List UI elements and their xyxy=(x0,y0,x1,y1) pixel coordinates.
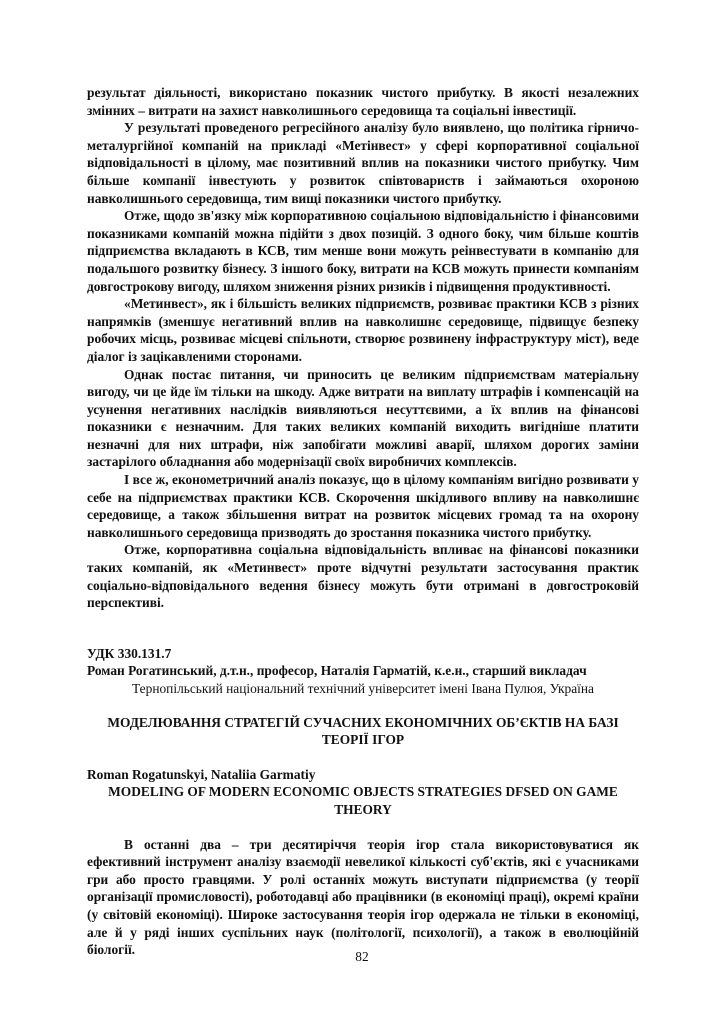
affiliation: Тернопільський національний технічний університет імені Івана Пулюя, Україна xyxy=(132,681,594,696)
paragraph-two-positions: Отже, щодо зв'язку між корпоративною соціальною відповідальністю і фінансовими показниками компаній можна підійти з двох позицій. З одного боку, чим більше коштів підприємства вкладають в КСВ, тим менше вони можуть реінвестувати в компанію для подальшого розвитку бізнесу. З іншого боку, витрати на КСВ можуть принести компаніям довгострокову вигоду, шляхом зниження різних ризиків і підвищення продуктивності. xyxy=(87,208,639,294)
paragraph-intro: В останні два – три десятиріччя теорія ігор стала використовуватися як ефективний інструмент аналізу взаємодії невеликої кількості суб'єктів, які є учасниками гри або просто гравцями. У ролі останніх можуть виступати підприємства (у теорії організації промисловості), роботодавці або працівники (в економіці праці), окремі країни (у світовій економіці). Широке застосування теорія ігор одержала не тільки в економіці, але й у ряді інших суспільних наук (політології, психології), а також в еволюційній біології. xyxy=(87,836,639,958)
authors-en: Roman Rogatunskyi, Nataliia Garmatiy xyxy=(87,766,316,782)
paragraph-question-benefit: Однак постає питання, чи приносить це великим підприємствам матеріальну вигоду, чи це йде їм тільки на шкоду. Адже витрати на виплату штрафів і компенсацій на усунення негативних наслідків виявляються несуттєвими, а їх вплив на фінансові показники є незначним. Для таких великих компаній виходить вигідніше платити незначні для них штрафи, ніж запобігати можливі аварії, шляхом дорогих заміни застарілого обладнання або модернізації своїх виробничих комплексів. xyxy=(87,366,639,470)
article-title-ua: МОДЕЛЮВАННЯ СТРАТЕГІЙ СУЧАСНИХ ЕКОНОМІЧНИХ ОБ’ЄКТІВ НА БАЗІ ТЕОРІЇ ІГОР xyxy=(107,714,619,748)
article-title-en: MODELING OF MODERN ECONOMIC OBJECTS STRATEGIES DFSED ON GAME THEORY xyxy=(108,784,618,817)
paragraph-metinvest-practices: «Метинвест», як і більшість великих підприємств, розвиває практики КСВ з різних напрямків (зменшує негативний вплив на навколишнє середовище, підвищує безпеку робочих місць, розвиває місцеві спільноти, створює розвинену інфраструктуру міст), веде діалог із зацікавленими сторонами. xyxy=(87,296,639,364)
authors-ua: Роман Рогатинський, д.т.н., професор, Наталія Гарматій, к.е.н., старший викладач xyxy=(87,663,587,679)
udk-code: УДК 330.131.7 xyxy=(87,645,172,661)
page-number: 82 xyxy=(355,949,369,964)
document-page xyxy=(87,84,639,959)
paragraph-econometric-analysis: І все ж, економетричний аналіз показує, що в цілому компаніям вигідно розвивати у себе на підприємствах практики КСВ. Скорочення шкідливого впливу на навколишнє середовище, а також збільшення витрат на розвиток місцевих громад та на охорону навколишнього середовища призводять до зростання показника чистого прибутку. xyxy=(87,472,639,540)
paragraph-regression-result: У результаті проведеного регресійного аналізу було виявлено, що політика гірничо-металургійної компаній на прикладі «Метінвест» у сфері корпоративної соціальної відповідальності в цілому, має позитивний вплив на показники чистого прибутку. Чим більше компанії інвестують у розвиток співтовариств і займаються охороною навколишнього середовища, тим вищі показники чистого прибутку. xyxy=(87,120,639,206)
paragraph-conclusion: Отже, корпоративна соціальна відповідальність впливає на фінансові показники таких компаній, як «Метинвест» проте відчутні результати застосування практик соціально-відповідального ведення бізнесу можуть бути отримані в довгостроковій перспективі. xyxy=(87,542,639,611)
section-spacer xyxy=(87,612,639,645)
paragraph-continuation: результат діяльності, використано показник чистого прибутку. В якості незалежних змінних – витрати на захист навколишнього середовища та соціальні інвестиції. xyxy=(87,85,639,118)
